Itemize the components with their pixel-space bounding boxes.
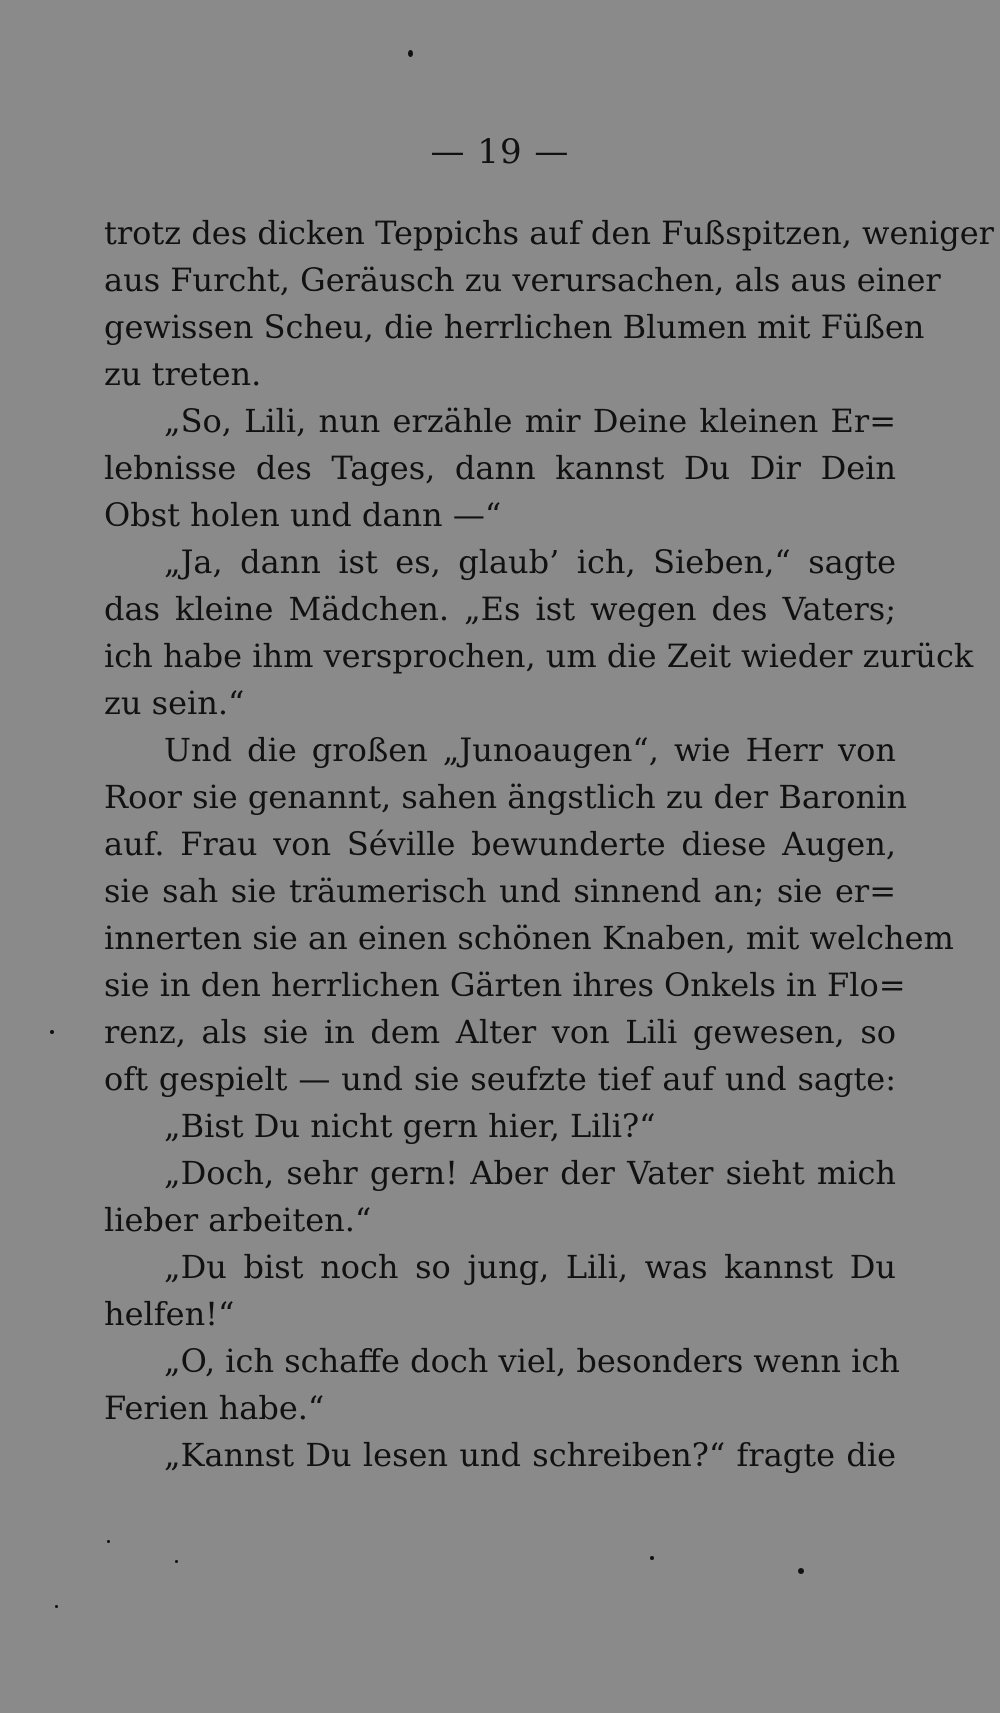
text-line: „So, Lili, nun erzähle mir Deine kleinen Er= xyxy=(164,402,896,440)
text-line: Obst holen und dann —“ xyxy=(104,496,502,534)
text-line: das kleine Mädchen. „Es ist wegen des Vaters; xyxy=(104,590,896,628)
text-line: „Kannst Du lesen und schreiben?“ fragte die xyxy=(164,1436,896,1474)
text-line: „O, ich schaffe doch viel, besonders wenn ich xyxy=(164,1342,900,1380)
text-line: „Du bist noch so jung, Lili, was kannst Du xyxy=(164,1248,896,1286)
text-line: auf. Frau von Séville bewunderte diese Augen, xyxy=(104,825,896,863)
text-line: lieber arbeiten.“ xyxy=(104,1201,372,1239)
scan-speck xyxy=(650,1556,654,1560)
text-line: aus Furcht, Geräusch zu verursachen, als aus einer xyxy=(104,261,941,299)
text-line: zu treten. xyxy=(104,355,262,393)
text-line: renz, als sie in dem Alter von Lili gewesen, so xyxy=(104,1013,896,1051)
body-text xyxy=(104,210,994,1479)
text-line: „Ja, dann ist es, glaub’ ich, Sieben,“ sagte xyxy=(164,543,896,581)
scan-speck xyxy=(798,1568,804,1574)
text-line: oft gespielt — und sie seufzte tief auf und sagte: xyxy=(104,1060,896,1098)
scan-speck xyxy=(175,1560,178,1563)
text-line: innerten sie an einen schönen Knaben, mit welchem xyxy=(104,919,954,957)
page-number: — 19 — xyxy=(430,132,570,172)
scan-speck xyxy=(55,1605,58,1608)
text-line: „Doch, sehr gern! Aber der Vater sieht mich xyxy=(164,1154,896,1192)
text-line: ich habe ihm versprochen, um die Zeit wieder zurück xyxy=(104,637,974,675)
text-line: gewissen Scheu, die herrlichen Blumen mit Füßen xyxy=(104,308,925,346)
scan-speck xyxy=(50,1030,54,1034)
scan-speck xyxy=(408,50,413,57)
text-line: Ferien habe.“ xyxy=(104,1389,325,1427)
text-line: „Bist Du nicht gern hier, Lili?“ xyxy=(164,1107,656,1145)
text-line: trotz des dicken Teppichs auf den Fußspitzen, weniger xyxy=(104,214,994,252)
text-line: Und die großen „Junoaugen“, wie Herr von xyxy=(164,731,896,769)
text-line: Roor sie genannt, sahen ängstlich zu der Baronin xyxy=(104,778,907,816)
text-line: sie in den herrlichen Gärten ihres Onkels in Flo= xyxy=(104,966,906,1004)
scan-speck xyxy=(107,1540,110,1543)
text-line: lebnisse des Tages, dann kannst Du Dir Dein xyxy=(104,449,896,487)
text-line: sie sah sie träumerisch und sinnend an; sie er= xyxy=(104,872,896,910)
text-line: zu sein.“ xyxy=(104,684,245,722)
text-line: helfen!“ xyxy=(104,1295,235,1333)
